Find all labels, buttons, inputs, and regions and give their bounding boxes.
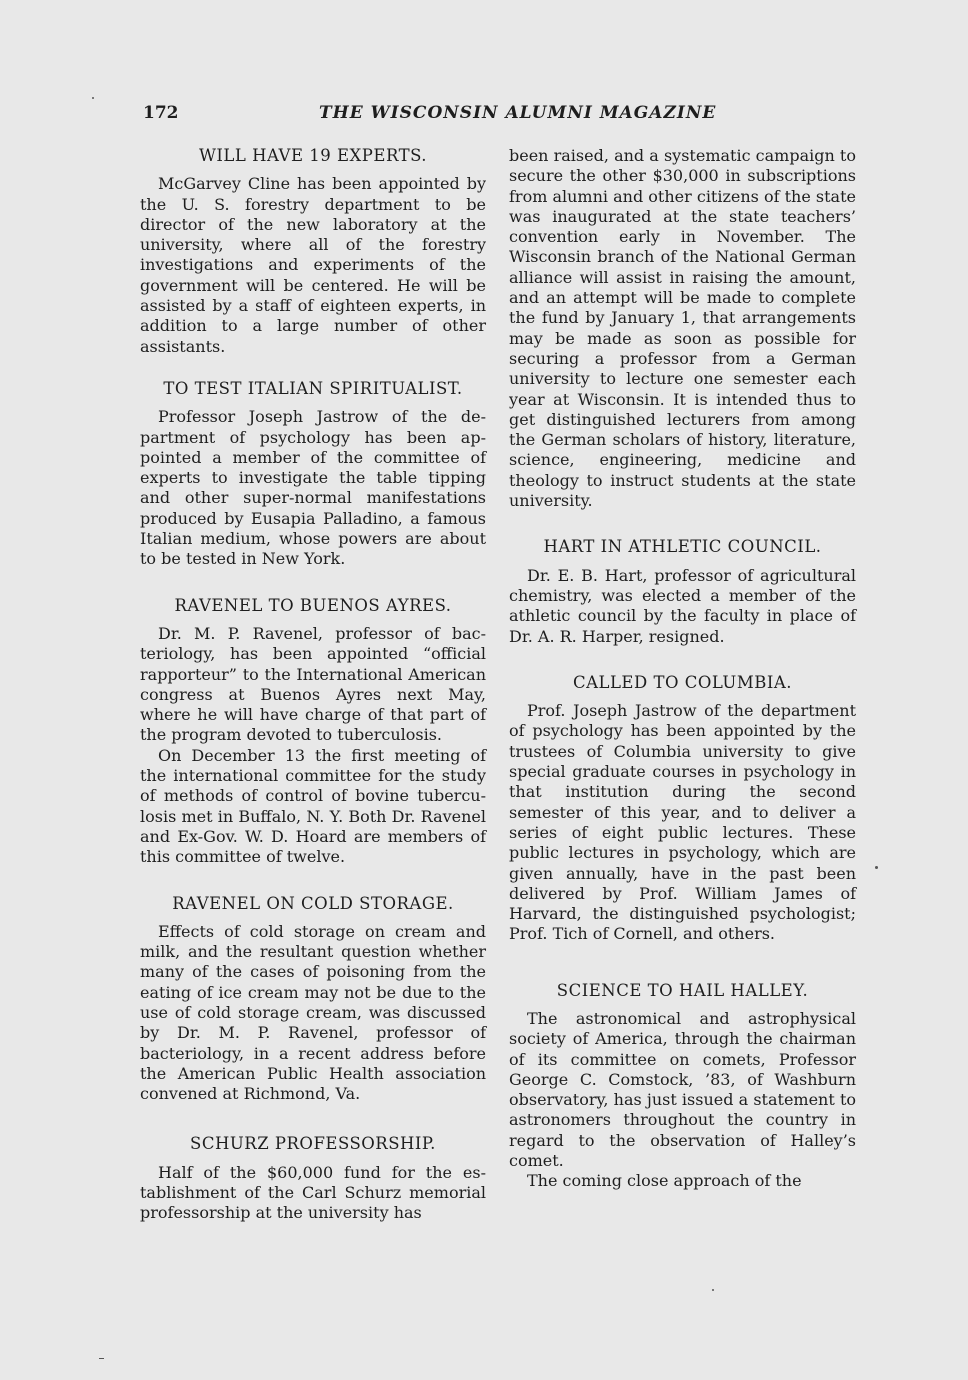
- page-number: 172: [143, 103, 179, 123]
- article-will-have-19-experts: [140, 146, 486, 357]
- page-header: [143, 103, 855, 127]
- article-paragraph: Dr. M. P. Ravenel, professor of bacteriology, has been appointed “official rapporteur” to the International American congress at Buenos Ayres next May, where he will have charge of that part of the program devoted to tuberculosis.: [140, 623, 486, 745]
- article-ravenel-on-cold-storage: [140, 894, 486, 1105]
- article-paragraph: The astronomical and astrophysical society of America, through the chairman of its committee on comets, Professor George C. Comstock, ’83, of Washburn observatory, has just issued a statement to astronomers throughout the country in regard to the observation of Halley’s comet.: [509, 1008, 856, 1171]
- continued-paragraph: been raised, and a systematic campaign to secure the other $30,000 in subscriptions from alumni and other citizens of the state was inaugurated at the state teachers’ convention early in November. The Wisconsin branch of the National German alliance will assist in raising the amount, and an attempt will be made to complete the fund by January 1, that arrangements may be made as soon as possible for securing a professor from a German university to lecture one semester each year at Wisconsin. It is intended thus to get distinguished lecturers from among the German scholars of history, literature, science, engineering, medicine and theology to instruct students at the state university.: [509, 146, 856, 511]
- article-science-to-hail-halley: [509, 981, 856, 1192]
- article-paragraph: Dr. E. B. Hart, professor of agricultural chemistry, was elected a member of the athletic council by the faculty in place of Dr. A. R. Harper, resigned.: [509, 565, 856, 646]
- article-headline: SCIENCE TO HAIL HALLEY.: [556, 980, 809, 1000]
- left-column: [140, 146, 486, 1224]
- article-headline: RAVENEL TO BUENOS AYRES.: [174, 595, 452, 615]
- article-headline: RAVENEL ON COLD STORAGE.: [172, 893, 454, 913]
- article-headline: CALLED TO COLUMBIA.: [572, 672, 793, 692]
- article-headline: TO TEST ITALIAN SPIRITUALIST.: [163, 378, 463, 398]
- article-headline: HART IN ATHLETIC COUNCIL.: [543, 537, 822, 557]
- article-paragraph: Effects of cold storage on cream and milk, and the resultant question whether many of the cases of poisoning from the eating of ice cream may not be due to the use of cold storage cream, was discussed by Dr. M. P. Ravenel, professor of bacteriology, in a recent address before the American Public Health association convened at Richmond, Va.: [140, 921, 486, 1104]
- article-schurz-professorship: [140, 1134, 486, 1223]
- article-called-to-columbia: [509, 673, 856, 945]
- paper-speck: [712, 1289, 714, 1291]
- article-headline: WILL HAVE 19 EXPERTS.: [198, 146, 428, 165]
- article-paragraph: Half of the $60,000 fund for the establishment of the Carl Schurz memorial professorship at the university has: [140, 1162, 486, 1223]
- right-column: [509, 146, 856, 1192]
- article-paragraph: Professor Joseph Jastrow of the department of psychology has been appointed a member of the committee of experts to investigate the table tipping and other super-normal manifestations produced by Eusapia Palladino, a famous Italian medium, whose powers are about to be tested in New York.: [140, 407, 486, 569]
- article-paragraph: On December 13 the first meeting of the international committee for the study of methods of control of bovine tuberculosis met in Buffalo, N. Y. Both Dr. Ravenel and Ex-Gov. W. D. Hoard are members of this committee of twelve.: [140, 745, 486, 867]
- article-hart-in-athletic-council: [509, 537, 856, 646]
- article-paragraph: The coming close approach of the: [527, 1171, 802, 1191]
- article-paragraph: McGarvey Cline has been appointed by the U. S. forestry department to be director of the new laboratory at the university, where all of the forestry investigations and experiments of the government will be centered. He will be assisted by a staff of eighteen experts, in addition to a large number of other assistants.: [140, 174, 486, 356]
- paper-speck: [92, 97, 94, 99]
- article-to-test-italian-spiritualist: [140, 379, 486, 570]
- article-paragraph: Prof. Joseph Jastrow of the department of psychology has been appointed by the trustees of Columbia university to give special graduate courses in psychology in that institution during the second semester of this year, and to deliver a series of eight public lectures. These public lectures in psychology, which are given annually, have in the past been delivered by Prof. William James of Harvard, the distinguished psychologist; Prof. Tich of Cornell, and others.: [509, 701, 856, 944]
- paper-speck: [99, 1358, 104, 1359]
- article-ravenel-to-buenos-ayres: [140, 596, 486, 868]
- article-headline: SCHURZ PROFESSORSHIP.: [190, 1134, 436, 1154]
- magazine-title: THE WISCONSIN ALUMNI MAGAZINE: [319, 103, 717, 123]
- paper-speck: [875, 866, 878, 869]
